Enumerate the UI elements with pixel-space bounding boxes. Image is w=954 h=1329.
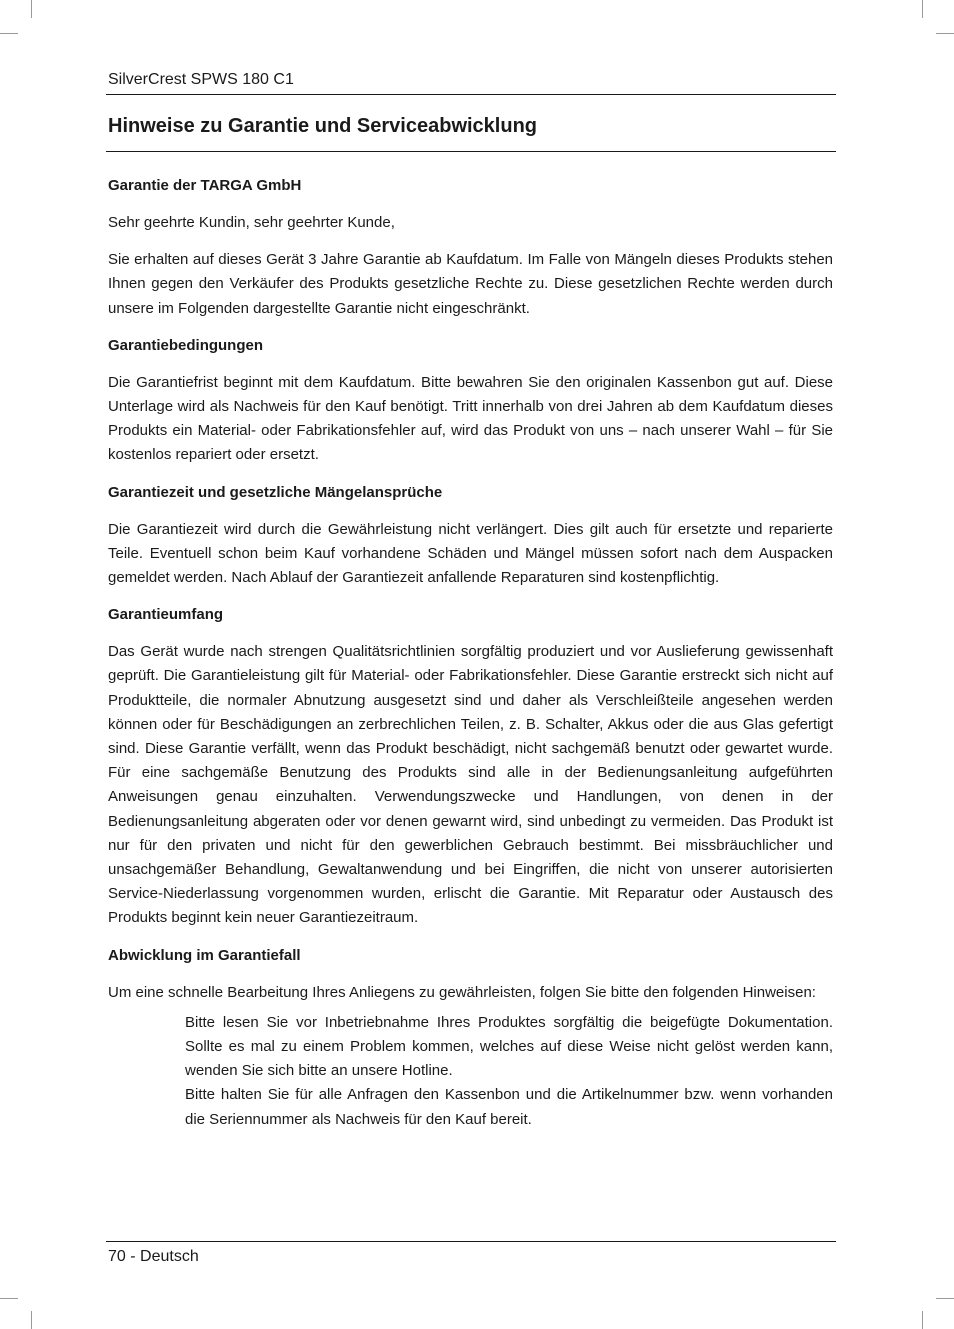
section-abwicklung: [108, 944, 833, 1132]
instruction-list: [185, 1011, 833, 1132]
header-rule: [106, 94, 836, 95]
section-heading: Garantiezeit und gesetzliche Mängelansprüche: [108, 483, 443, 501]
section-garantie-targa: [108, 174, 833, 321]
crop-mark: [0, 33, 18, 34]
crop-mark: [936, 1298, 954, 1299]
running-header: SilverCrest SPWS 180 C1: [108, 71, 294, 88]
section-heading: Abwicklung im Garantiefall: [108, 946, 301, 964]
paragraph: Sehr geehrte Kundin, sehr geehrter Kunde,: [108, 214, 395, 231]
section-heading: Garantiebedingungen: [108, 336, 264, 354]
paragraph: Die Garantiezeit wird durch die Gewährleistung nicht verlängert. Dies gilt auch für ersetzte und reparierte Teile. Eventuell schon beim Kauf vorhandene Schäden und Mängel müssen sofort nach dem Auspacken gemeldet werden. Nach Ablauf der Garantiezeit anfallende Reparaturen sind kostenpflichtig.: [108, 520, 833, 587]
crop-mark: [0, 1298, 18, 1299]
title-rule: [106, 151, 836, 152]
document-body: [108, 174, 833, 1132]
paragraph: Sie erhalten auf dieses Gerät 3 Jahre Garantie ab Kaufdatum. Im Falle von Mängeln dieses Produkts stehen Ihnen gegen den Verkäufer des Produkts gesetzliche Rechte zu. Diese gesetzlichen Rechte werden durch unsere im Folgenden dargestellte Garantie nicht eingeschränkt.: [108, 251, 833, 317]
crop-mark: [31, 1311, 32, 1329]
paragraph: Die Garantiefrist beginnt mit dem Kaufdatum. Bitte bewahren Sie den originalen Kassenbon gut auf. Diese Unterlage wird als Nachweis für den Kauf benötigt. Tritt innerhalb von drei Jahren ab dem Kaufdatum dieses Produkts ein Material- oder Fabrikationsfehler auf, wird das Produkt von uns – nach unserer Wahl – für Sie kostenlos repariert oder ersetzt.: [108, 373, 833, 464]
page-number: 70 - Deutsch: [108, 1248, 199, 1265]
crop-mark: [922, 0, 923, 18]
section-garantiezeit: [108, 481, 833, 591]
section-heading: Garantieumfang: [108, 606, 224, 624]
paragraph: Das Gerät wurde nach strengen Qualitätsrichtlinien sorgfältig produziert und vor Auslieferung gewissenhaft geprüft. Die Garantieleistung gilt für Material- oder Fabrikationsfehler. Diese Garantie erstreckt sich nicht auf Produktteile, die normaler Abnutzung ausgesetzt sind und daher als Verschleißteile angesehen werden können oder für Beschädigungen an zerbrechlichen Teilen, z. B. Schalter, Akkus oder die aus Glas gefertigt sind. Diese Garantie verfällt, wenn das Produkt beschädigt, nicht sachgemäß benutzt oder gewartet wurde. Für eine sachgemäße Benutzung des Produkts sind alle in der Bedienungsanleitung aufgeführten Anweisungen genau einzuhalten. Verwendungszwecke und Handlungen, von denen in der Bedienungsanleitung abgeraten oder vor denen gewarnt wird, sind unbedingt zu vermeiden. Das Produkt ist nur für den privaten und nicht für den gewerblichen Gebrauch bestimmt. Bei missbräuchlicher und unsachgemäßer Behandlung, Gewaltanwendung und bei Eingriffen, die nicht von unserer autorisierten Service-Niederlassung vorgenommen wurden, erlischt die Garantie. Mit Reparatur oder Austausch des Produkts beginnt kein neuer Garantiezeitraum.: [108, 643, 833, 927]
section-garantiebedingungen: [108, 334, 833, 468]
section-heading: Garantie der TARGA GmbH: [108, 177, 302, 194]
crop-mark: [936, 33, 954, 34]
paragraph: Um eine schnelle Bearbeitung Ihres Anliegens zu gewährleisten, folgen Sie bitte den folgenden Hinweisen:: [108, 983, 816, 1001]
crop-mark: [922, 1311, 923, 1329]
page-title: Hinweise zu Garantie und Serviceabwicklung: [108, 115, 538, 137]
footer-rule: [106, 1241, 836, 1242]
crop-mark: [31, 0, 32, 18]
list-item: Bitte halten Sie für alle Anfragen den Kassenbon und die Artikelnummer bzw. wenn vorhanden die Seriennummer als Nachweis für den Kauf bereit.: [185, 1086, 833, 1128]
section-garantieumfang: [108, 603, 833, 930]
list-item: Bitte lesen Sie vor Inbetriebnahme Ihres Produktes sorgfältig die beigefügte Dokumentation. Sollte es mal zu einem Problem kommen, welches auf diese Weise nicht gelöst werden kann, wenden Sie sich bitte an unsere Hotline.: [185, 1013, 833, 1080]
